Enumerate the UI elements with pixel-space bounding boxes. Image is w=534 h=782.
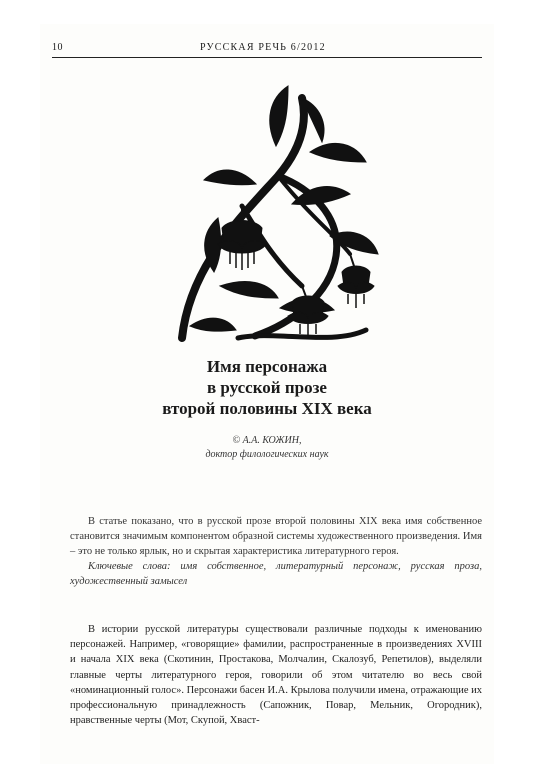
running-title: РУССКАЯ РЕЧЬ 6/2012 [200,42,326,53]
author-name: © А.А. КОЖИН, [232,435,302,446]
abstract [70,514,482,589]
page-header [40,42,494,58]
abstract-text: В статье показано, что в русской прозе второй половины XIX века имя собственное становится значимым компонентом образной системы художественного произведения. Имя – это не только ярлык, но и скрытая характеристика литературного героя. [70,516,482,557]
keywords: Ключевые слова: имя собственное, литературный персонаж, русская проза, художественный замысел [70,561,482,587]
journal-page [40,24,494,764]
title-line: второй половины XIX века [162,399,372,418]
page-number: 10 [52,42,63,53]
article-title [40,356,494,419]
article-body [70,622,482,728]
title-line: в русской прозе [207,378,327,397]
title-line: Имя персонажа [206,357,328,376]
author-degree: доктор филологических наук [205,449,329,460]
header-rule [52,57,482,58]
author-block [40,434,494,462]
floral-ornament-illustration [160,76,380,366]
body-paragraph: В истории русской литературы существовали различные подходы к именованию персонажей. Например, «говорящие» фамилии, распространенные в произведениях XVIII и начала XIX века (Скотинин, Простакова, Молчалин, Скалозуб, Репетилов), выделяли главные черты литературного героя, говорили об этом читателю во весь свой «номинационный голос». Персонажи басен И.А. Крылова получили имена, отражающие их профессиональную принадлежность (Сапожник, Повар, Мельник, Огородник), нравственные черты (Мот, Скупой, Хваст- [70,624,482,727]
